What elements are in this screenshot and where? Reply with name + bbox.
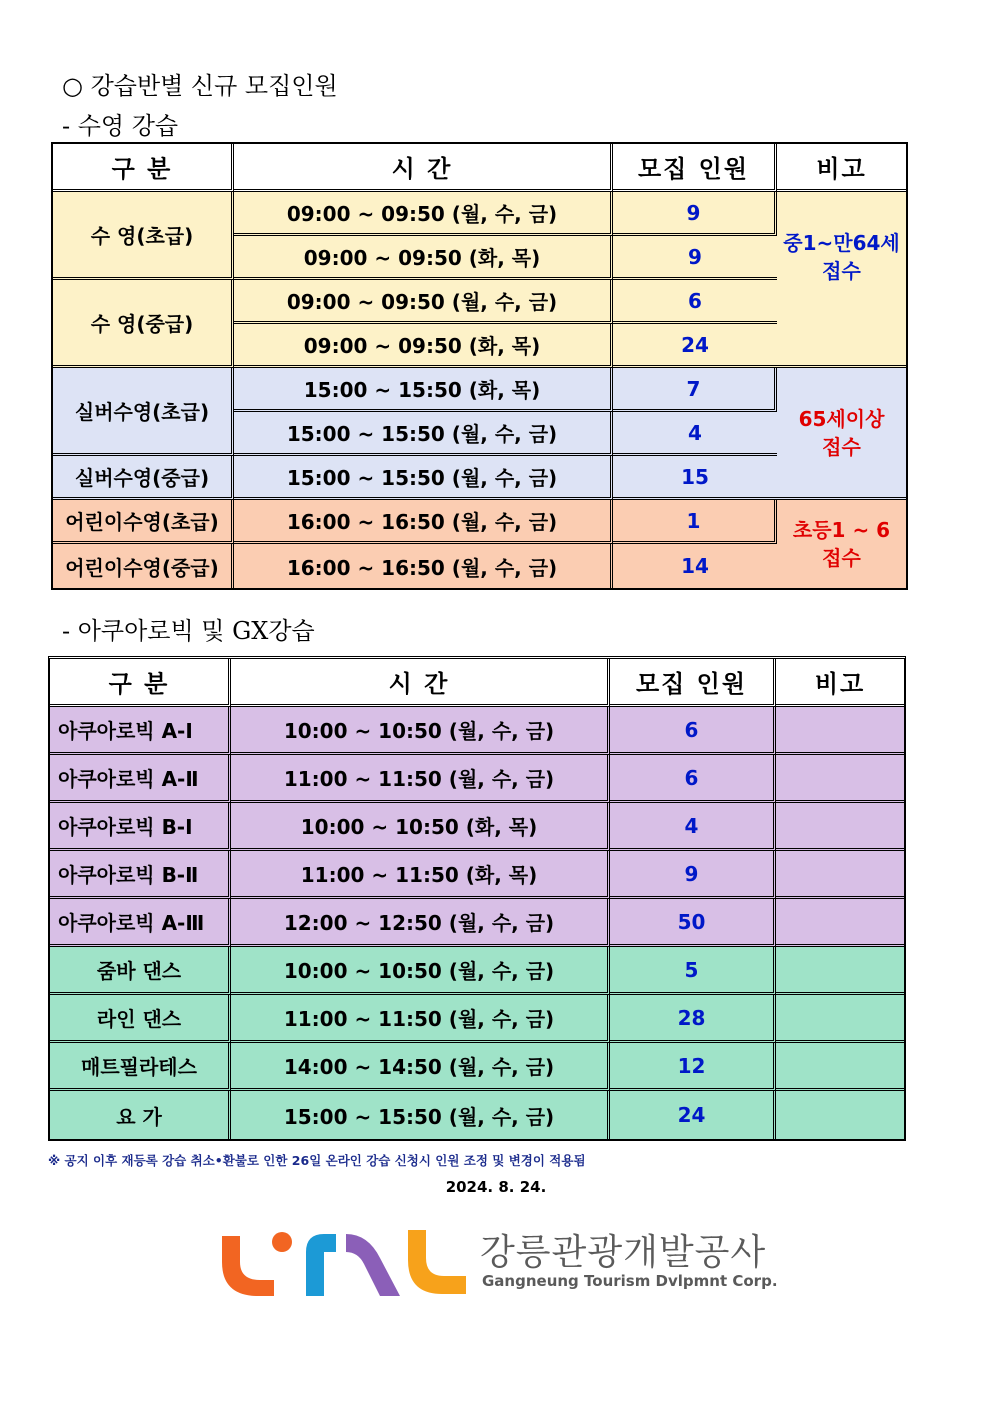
logo-blue-shape (306, 1234, 336, 1296)
recruit-count: 12 (610, 1043, 776, 1091)
note-text: 중1~만64세 (783, 230, 900, 255)
table-row (50, 851, 904, 899)
class-name: 줌바 댄스 (50, 947, 231, 995)
logo-mark-icon (218, 1222, 473, 1302)
logo-korean-name: 강릉관광개발공사 (480, 1232, 767, 1273)
note-cell (776, 947, 904, 995)
table-row (50, 803, 904, 851)
class-name: 아쿠아로빅 A-Ⅱ (50, 755, 231, 803)
aqua-section-title: - 아쿠아로빅 및 GX강습 (62, 617, 315, 645)
recruit-count: 24 (613, 324, 777, 368)
class-time: 11:00 ~ 11:50 (월, 수, 금) (231, 755, 610, 803)
class-name: 라인 댄스 (50, 995, 231, 1043)
note-kids (777, 500, 906, 588)
class-time: 10:00 ~ 10:50 (화, 목) (231, 803, 610, 851)
table-row (50, 707, 904, 755)
class-name: 어린이수영(초급) (53, 500, 234, 544)
note-text: 65세이상 (798, 406, 885, 431)
note-silver (777, 368, 906, 500)
class-time: 16:00 ~ 16:50 (월, 수, 금) (234, 544, 613, 588)
note-text: 접수 (822, 434, 861, 459)
class-time: 11:00 ~ 11:50 (화, 목) (231, 851, 610, 899)
class-time: 15:00 ~ 15:50 (화, 목) (234, 368, 613, 412)
swim-table (51, 142, 908, 590)
logo-orange-dot (272, 1232, 292, 1252)
recruit-count: 28 (610, 995, 776, 1043)
recruit-count: 50 (610, 899, 776, 947)
recruit-count: 9 (613, 236, 777, 280)
col-time-header: 시 간 (231, 659, 610, 707)
note-text: 접수 (822, 258, 861, 283)
recruit-count: 1 (613, 500, 777, 544)
class-time: 15:00 ~ 15:50 (월, 수, 금) (231, 1091, 610, 1139)
note-text: 초등1 ~ 6 (792, 518, 891, 542)
company-logo (218, 1222, 778, 1302)
recruit-count: 24 (610, 1091, 776, 1139)
swim-section-title: - 수영 강습 (62, 112, 179, 140)
note-cell (776, 851, 904, 899)
note-cell (776, 899, 904, 947)
col-time-header: 시 간 (234, 144, 613, 192)
recruit-count: 6 (613, 280, 777, 324)
class-time: 10:00 ~ 10:50 (월, 수, 금) (231, 707, 610, 755)
aqua-table (48, 656, 906, 1141)
col-note-header: 비고 (777, 144, 906, 192)
class-name: 실버수영(중급) (53, 456, 234, 500)
class-time: 16:00 ~ 16:50 (월, 수, 금) (234, 500, 613, 544)
note-cell (776, 995, 904, 1043)
recruit-count: 6 (610, 707, 776, 755)
note-cell (776, 755, 904, 803)
class-name: 아쿠아로빅 B-Ⅰ (50, 803, 231, 851)
logo-orange-shape (222, 1236, 274, 1296)
note-cell (776, 1091, 904, 1139)
col-recruit-header: 모집 인원 (613, 144, 777, 192)
class-time: 09:00 ~ 09:50 (월, 수, 금) (234, 280, 613, 324)
recruit-count: 9 (613, 192, 777, 236)
recruit-count: 4 (613, 412, 777, 456)
class-time: 09:00 ~ 09:50 (화, 목) (234, 236, 613, 280)
class-name: 요 가 (50, 1091, 231, 1139)
note-cell (776, 1043, 904, 1091)
class-name: 매트필라테스 (50, 1043, 231, 1091)
footnote: ※ 공지 이후 재등록 강습 취소•환불로 인한 26일 온라인 강습 신청시 인원 조정 및 변경이 적용됨 (48, 1153, 586, 1168)
class-time: 09:00 ~ 09:50 (월, 수, 금) (234, 192, 613, 236)
table-row (50, 1091, 904, 1139)
col-category-header: 구 분 (50, 659, 231, 707)
col-category-header: 구 분 (53, 144, 234, 192)
class-name: 수 영(중급) (53, 280, 234, 368)
recruit-count: 9 (610, 851, 776, 899)
note-general (777, 192, 906, 368)
class-name: 아쿠아로빅 B-Ⅱ (50, 851, 231, 899)
class-time: 11:00 ~ 11:50 (월, 수, 금) (231, 995, 610, 1043)
class-name: 수 영(초급) (53, 192, 234, 280)
logo-yellow-shape (408, 1230, 466, 1294)
recruit-count: 6 (610, 755, 776, 803)
recruit-count: 15 (613, 456, 777, 500)
document-date: 2024. 8. 24. (445, 1178, 547, 1196)
col-recruit-header: 모집 인원 (610, 659, 776, 707)
recruit-count: 7 (613, 368, 777, 412)
table-row (50, 995, 904, 1043)
note-text: 접수 (822, 546, 861, 570)
note-cell (776, 803, 904, 851)
class-name: 실버수영(초급) (53, 368, 234, 456)
class-name: 어린이수영(중급) (53, 544, 234, 588)
class-time: 09:00 ~ 09:50 (화, 목) (234, 324, 613, 368)
class-time: 14:00 ~ 14:50 (월, 수, 금) (231, 1043, 610, 1091)
class-time: 15:00 ~ 15:50 (월, 수, 금) (234, 412, 613, 456)
col-note-header: 비고 (776, 659, 904, 707)
note-cell (776, 707, 904, 755)
table-row (50, 755, 904, 803)
class-time: 10:00 ~ 10:50 (월, 수, 금) (231, 947, 610, 995)
logo-purple-shape (346, 1234, 400, 1296)
recruit-count: 5 (610, 947, 776, 995)
logo-english-name: Gangneung Tourism Dvlpmnt Corp. (482, 1272, 778, 1290)
table-row (50, 899, 904, 947)
class-name: 아쿠아로빅 A-Ⅰ (50, 707, 231, 755)
table-row (50, 947, 904, 995)
section-title: ○ 강습반별 신규 모집인원 (62, 72, 338, 100)
recruit-count: 14 (613, 544, 777, 588)
table-row (50, 1043, 904, 1091)
recruit-count: 4 (610, 803, 776, 851)
class-name: 아쿠아로빅 A-Ⅲ (50, 899, 231, 947)
class-time: 12:00 ~ 12:50 (월, 수, 금) (231, 899, 610, 947)
class-time: 15:00 ~ 15:50 (월, 수, 금) (234, 456, 613, 500)
